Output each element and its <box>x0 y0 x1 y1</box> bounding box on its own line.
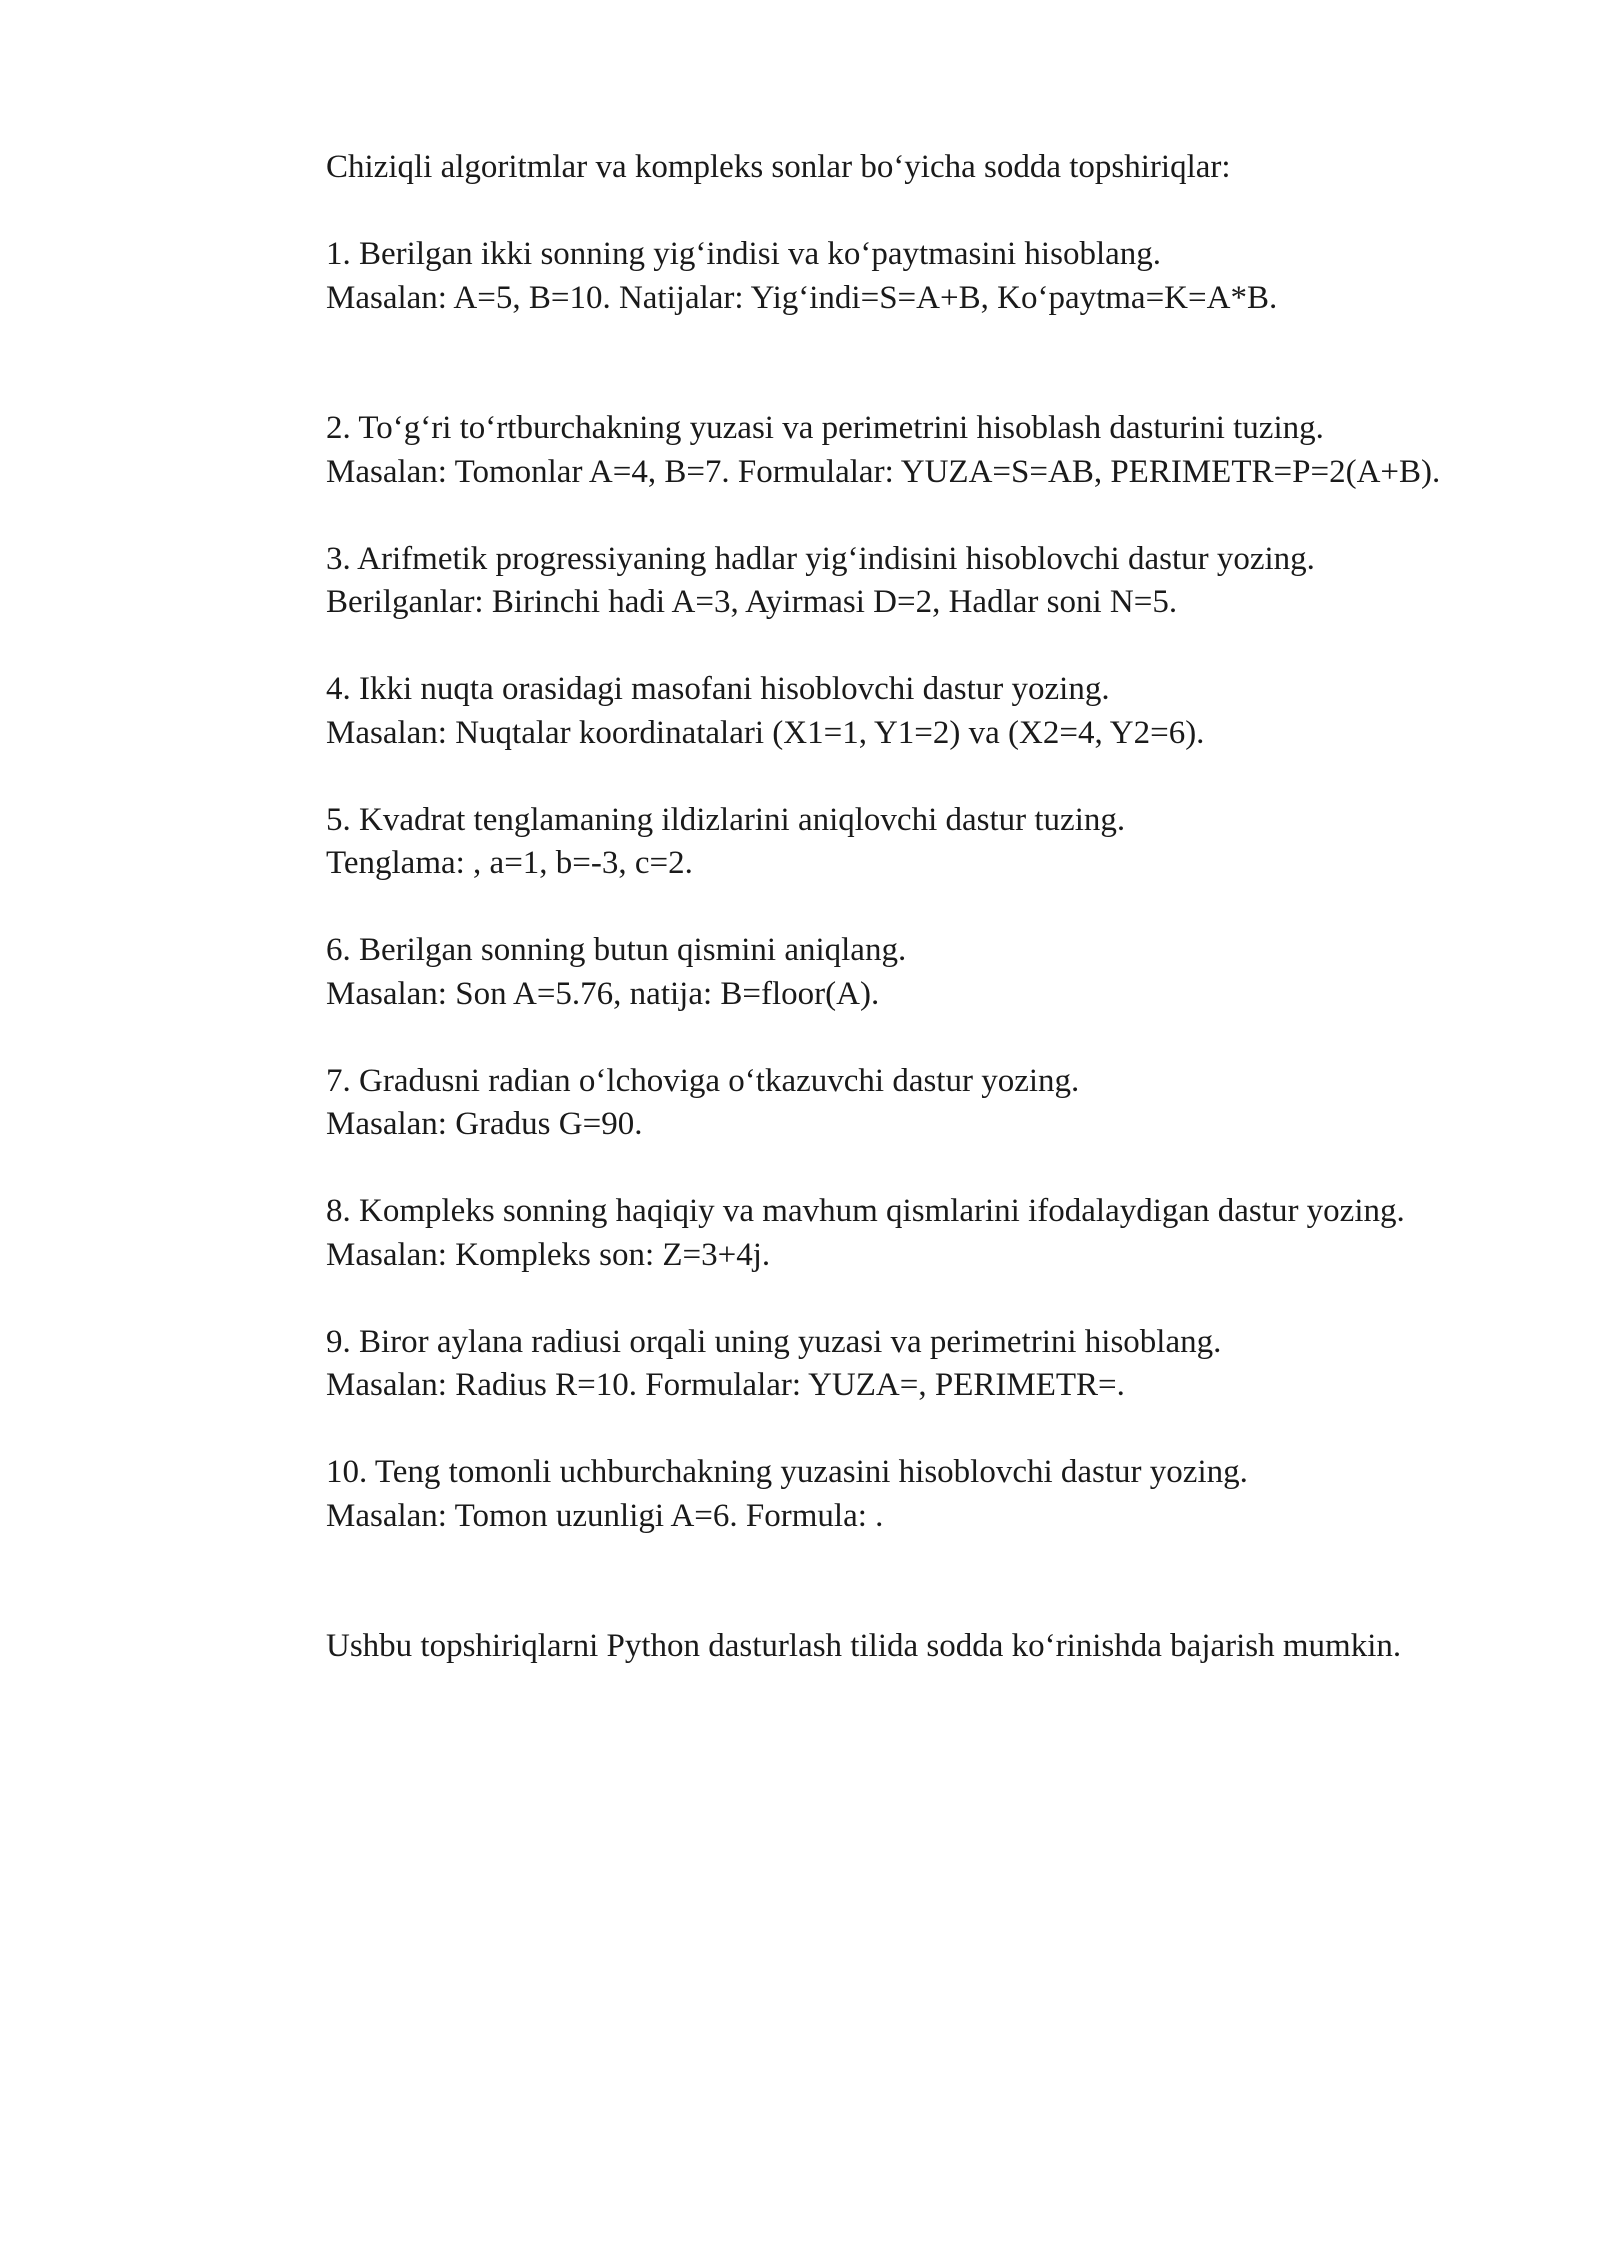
task-title: 5. Kvadrat tenglamaning ildizlarini aniqlovchi dastur tuzing. <box>326 801 1126 838</box>
task-detail: Masalan: Kompleks son: Z=3+4j. <box>326 1236 771 1273</box>
task-6 <box>230 929 1490 1016</box>
spacer <box>230 1538 1490 1625</box>
spacer <box>230 755 1490 799</box>
task-title: 4. Ikki nuqta orasidagi masofani hisoblovchi dastur yozing. <box>326 671 1110 707</box>
spacer <box>230 886 1490 930</box>
task-1 <box>230 233 1490 320</box>
spacer <box>230 494 1490 538</box>
task-detail: Berilganlar: Birinchi hadi A=3, Ayirmasi D=2, Hadlar soni N=5. <box>326 584 1178 620</box>
task-title: 3. Arifmetik progressiyaning hadlar yig‘indisini hisoblovchi dastur yozing. <box>326 540 1315 577</box>
spacer <box>230 625 1490 669</box>
task-title: 9. Biror aylana radiusi orqali uning yuzasi va perimetrini hisoblang. <box>326 1323 1222 1360</box>
task-title: 1. Berilgan ikki sonning yig‘indisi va ko‘paytmasini hisoblang. <box>326 236 1162 272</box>
task-4 <box>230 668 1490 755</box>
task-detail: Masalan: Tomonlar A=4, B=7. Formulalar: YUZA=S=AB, PERIMETR=P=2(A+B). <box>326 453 1441 490</box>
task-title: 7. Gradusni radian o‘lchoviga o‘tkazuvchi dastur yozing. <box>326 1062 1080 1099</box>
closing-paragraph: Ushbu topshiriqlarni Python dasturlash tilida sodda ko‘rinishda bajarish mumkin. <box>326 1628 1402 1664</box>
spacer <box>230 190 1490 234</box>
task-detail: Masalan: A=5, B=10. Natijalar: Yig‘indi=S=A+B, Ko‘paytma=K=A*B. <box>326 279 1278 316</box>
task-detail: Tenglama: , a=1, b=-3, c=2. <box>326 845 693 881</box>
task-detail: Masalan: Son A=5.76, natija: B=floor(A). <box>326 975 880 1012</box>
task-title: 2. To‘g‘ri to‘rtburchakning yuzasi va perimetrini hisoblash dasturini tuzing. <box>326 410 1324 446</box>
task-3 <box>230 538 1490 625</box>
task-title: 10. Teng tomonli uchburchakning yuzasini hisoblovchi dastur yozing. <box>326 1454 1248 1490</box>
spacer <box>230 1277 1490 1321</box>
task-title: 6. Berilgan sonning butun qismini aniqlang. <box>326 932 907 968</box>
task-detail: Masalan: Tomon uzunligi A=6. Formula: . <box>326 1497 884 1534</box>
task-10 <box>230 1451 1490 1538</box>
spacer <box>230 1147 1490 1191</box>
document-heading: Chiziqli algoritmlar va kompleks sonlar bo‘yicha sodda topshiriqlar: <box>326 149 1231 185</box>
task-detail: Masalan: Radius R=10. Formulalar: YUZA=, PERIMETR=. <box>326 1367 1125 1403</box>
task-detail: Masalan: Nuqtalar koordinatalari (X1=1, Y1=2) va (X2=4, Y2=6). <box>326 714 1205 751</box>
task-2 <box>230 407 1490 494</box>
spacer <box>230 320 1490 407</box>
document-body <box>230 146 1490 1669</box>
spacer <box>230 1408 1490 1452</box>
task-8 <box>230 1190 1490 1277</box>
task-9 <box>230 1321 1490 1408</box>
task-title: 8. Kompleks sonning haqiqiy va mavhum qismlarini ifodalaydigan dastur yozing. <box>326 1193 1405 1229</box>
task-7 <box>230 1060 1490 1147</box>
task-5 <box>230 799 1490 886</box>
task-detail: Masalan: Gradus G=90. <box>326 1106 643 1142</box>
spacer <box>230 1016 1490 1060</box>
